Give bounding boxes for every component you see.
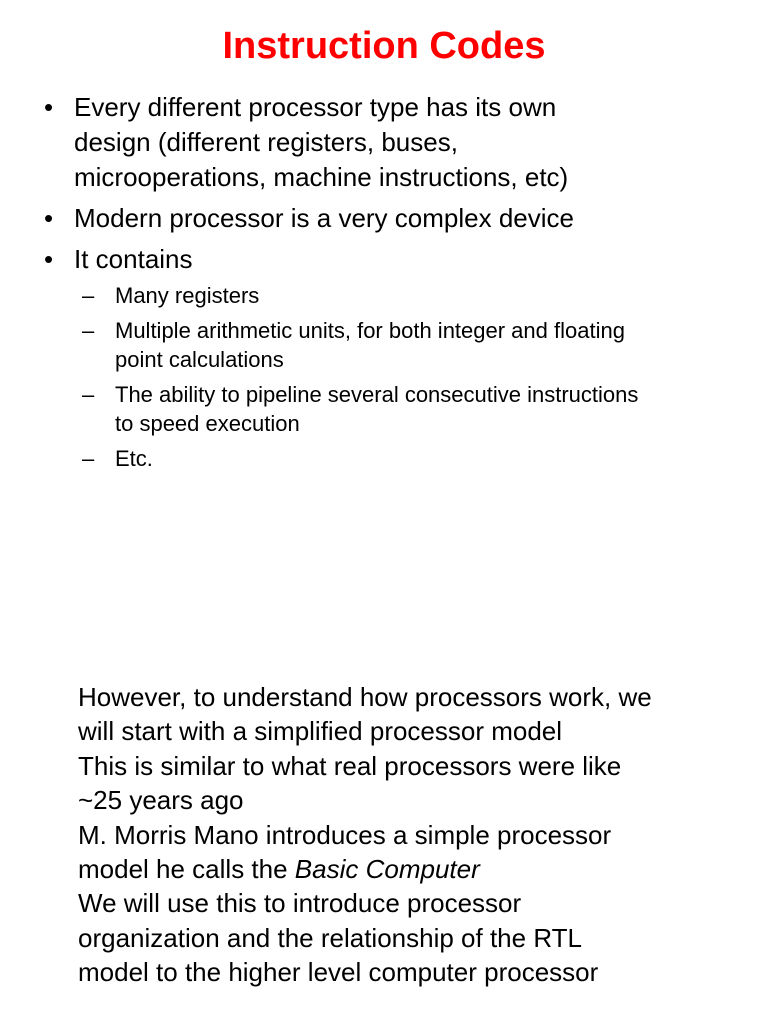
dash-marker: –: [82, 445, 95, 471]
paragraph-line: M. Morris Mano introduces a simple processor: [78, 819, 612, 850]
paragraph-line: This is similar to what real processors were like: [78, 750, 622, 781]
bullet-text-line: Every different processor type has its own: [74, 92, 557, 122]
bullet-item: [44, 90, 744, 195]
sub-bullet-item: [82, 281, 744, 311]
paragraph-line: We will use this to introduce processor: [78, 888, 522, 919]
dash-marker: –: [82, 317, 95, 343]
dash-marker: –: [82, 381, 95, 407]
slide-title: Instruction Codes: [222, 25, 546, 67]
bullet-text-line: design (different registers, buses,: [74, 127, 458, 157]
paragraph-text: model he calls the: [78, 854, 295, 885]
bullet-marker: •: [44, 203, 54, 233]
bullet-item: [44, 242, 744, 473]
sub-bullet-item: [82, 316, 744, 375]
paragraph-line: [78, 852, 738, 886]
basic-computer-term: Basic Computer: [294, 854, 480, 885]
sub-bullet-text-line: The ability to pipeline several consecutive instructions: [115, 381, 639, 407]
paragraph-line: ~25 years ago: [78, 785, 244, 816]
sub-bullet-text-line: to speed execution: [115, 411, 300, 436]
sub-bullet-text-line: Etc.: [115, 445, 153, 471]
bullet-marker: •: [44, 92, 54, 122]
sub-bullet-item: [82, 444, 744, 474]
summary-paragraph: [78, 680, 738, 990]
bullet-marker: •: [44, 244, 54, 274]
bullet-text-line: It contains: [74, 244, 193, 274]
bullet-item: [44, 201, 744, 236]
sub-bullet-text-line: point calculations: [115, 347, 284, 372]
sub-bullet-list: [74, 281, 744, 473]
bullet-text-line: microoperations, machine instructions, etc): [74, 162, 569, 192]
sub-bullet-text-line: Many registers: [115, 283, 260, 308]
bullet-text-line: Modern processor is a very complex device: [74, 203, 574, 233]
sub-bullet-item: [82, 380, 744, 439]
paragraph-line: model to the higher level computer processor: [78, 957, 599, 988]
paragraph-line: However, to understand how processors work, we: [78, 682, 652, 712]
bullet-list: [44, 90, 744, 479]
paragraph-line: organization and the relationship of the RTL: [78, 922, 582, 953]
dash-marker: –: [82, 283, 95, 308]
sub-bullet-text-line: Multiple arithmetic units, for both integer and floating: [115, 317, 625, 343]
paragraph-line: will start with a simplified processor model: [78, 716, 563, 747]
